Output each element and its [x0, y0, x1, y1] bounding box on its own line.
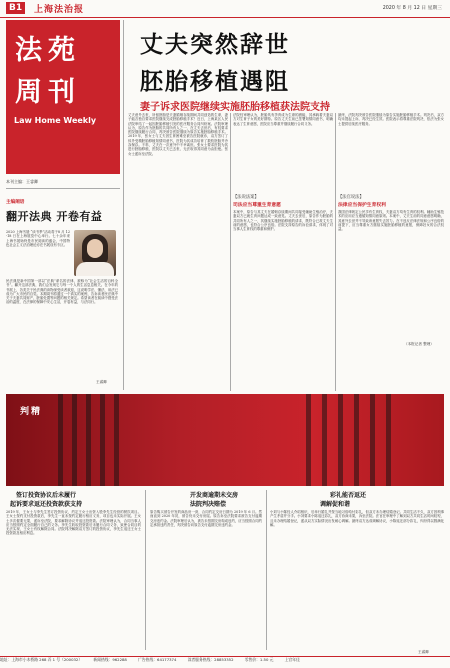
article2-subheadline: 法院判决赔偿	[190, 501, 227, 508]
column-divider	[123, 20, 124, 390]
article3-headline: 彩礼能否返还	[330, 492, 367, 499]
feature-banner-image	[6, 394, 444, 486]
host-note-text-b: 民法典是新中国第一部以“法典”命名的法律，被称为“社会生活的百科全书”。翻开这部法典，我们会发现它与每一个人的生活息息相关。在今年的书展上，各类关于民法典的读物深受读者欢迎，这说明学法、懂法、用法已成为广大市民的自觉。本期周刊将通过一个真实的案例，告诉读者民法典中关于夫妻共同财产、胚胎处置等问题的相关规定。希望读者在阅读中感受法治的温度，在法律的保障中安心生活，开卷有益，与法同行。	[6, 279, 118, 305]
host-note-text-a: 2020 上海书展·“读书季”活动将于8 月 12-18 日在上海展览中心举行。七十余年来上海书展始终是市民阅读的盛会，中国特色社会主义法治理论亦在书展设有专区。	[6, 230, 70, 247]
footer-address: 地址：上海市小木桥路 268 弄 1 号（200032）	[0, 657, 83, 662]
photo-face	[87, 239, 103, 258]
section-title-line1: 法苑	[15, 35, 81, 66]
judge-commentary-title: 法律应当保护生育权利	[338, 202, 386, 208]
host-note-label: 主编阐语	[6, 200, 25, 205]
host-note-signature: 王睿卿	[96, 380, 107, 384]
editor-photo	[74, 230, 116, 276]
commentary-text: 本案中，原告与其丈夫在婚姻存续期间共同接受辅助生殖治疗，夫妻双方已就生育问题达成一致意见。丈夫去世后，原告作为胚胎的共同所有人之一，其继续实施胚胎移植的请求，既符合已故丈夫生前的意愿，也符合公序良俗。法院支持原告的诉讼请求，体现了对当事人生育权的尊重和保护。	[233, 210, 333, 232]
main-headline-line2: 胚胎移植遇阻	[140, 68, 290, 95]
article1-subheadline: 起诉要求返还投资款获支持	[10, 501, 83, 508]
article1-headline: 签订投资协议后未履行	[16, 492, 77, 499]
footer-ad-tel: 广告热线：64177374	[138, 657, 177, 662]
footer-price: 零售价：1.50 元	[244, 657, 274, 662]
feature-banner-tag: 判精	[20, 407, 43, 417]
article3-subheadline: 调解促和谐	[320, 501, 351, 508]
main-subheadline: 妻子诉求医院继续实施胚胎移植获法院支持	[140, 102, 330, 113]
column-divider	[266, 490, 267, 650]
main-headline-line1: 丈夫突然辞世	[140, 31, 290, 58]
judge-commentary-signature: （本报记者 整理）	[404, 342, 434, 346]
footer-editor: 上官年佳	[284, 657, 300, 662]
column-divider	[335, 113, 336, 391]
host-note-headline: 翻开法典 开卷有益	[6, 210, 103, 223]
footer-news-tel: 新闻热线：962288	[93, 657, 127, 662]
footer-reader-tel: 读者服务热线：28853352	[187, 657, 234, 662]
article3-body: 小刘与小陈经人介绍相识，后举行婚礼并按当地习俗给付彩礼，但双方未办理结婚登记。共同生活不久，双方因琐事产生矛盾并分手。小刘要求小陈返还彩礼，双方协商未果，诉至法院。法官在审理中了解到双方共同生活时间较短，且未办理结婚登记，遂从双方实际情况出发耐心调解。最终双方达成调解协议，小陈返还部分彩礼，纠纷得以圆满化解。	[270, 510, 444, 527]
column-divider	[230, 113, 231, 391]
column-divider	[145, 490, 146, 650]
section-title-english: Law Home Weekly	[14, 116, 97, 125]
judge-commentary-label: 【法官说法】	[338, 195, 364, 200]
section-title-block	[6, 20, 120, 174]
issue-date: 2020 年 8 月 12 日 星期三	[382, 6, 442, 11]
main-story-column3: 最终，法院判决被告医院继续为原告实施胚胎移植手术。判决后，双方均未提起上诉，判决已经生效。医院表示将尊重法院判决，依法为张女士提供后续医疗服务。	[338, 113, 444, 126]
judge-commentary-text: 我国法律规定公民享有生育权，夫妻双方均有生育的权利。辅助生殖技术的应用应当遵循知情同意原则。本案中，丈夫生前的同意意愿明确，其意外去世并不导致该意愿失去效力。在不违反法律法规和公序良俗的前提下，应当尊重女方继续实施胚胎移植的意愿，保障妇女的合法权益。	[338, 210, 444, 232]
commentary-title: 司法应当尊重生育意愿	[233, 202, 281, 208]
commentary-label: 【法说法案】	[233, 195, 259, 200]
section-title-line2: 周刊	[15, 77, 81, 108]
page-header	[0, 0, 450, 18]
section-editor: 本刊主编：王睿卿	[6, 177, 120, 189]
page-number: B1	[6, 2, 25, 14]
article1-body: 2019 年，王女士与李先生签订投资协议，约定王女士出资入股李先生经营的餐饮项目。王女士按约支付投资款后，李先生一直未按约定履行相应义务，项目也未实际开展。王女士多次催要无果，遂诉至法院，要求解除协议并返还投资款。法院审理认为，合同当事人应当按照约定全面履行自己的义务。李先生收取投资款后未履行合同义务，致使合同目的无法实现，王女士有权解除合同。法院判决解除双方签订的投资协议，李先生返还王女士投资款及相应利息。	[6, 510, 141, 536]
main-story-column1: 丈夫意外去世，所留胚胎是夫妻婚姻存续期间共同创造的生命，妻子能否独自要求医院继续完成胚胎移植手术？近日，上海某区人民法院审结了一起因胚胎移植引发的医疗服务合同纠纷案。法院审理认为，原告作为胚胎的共同所有人之一，在丈夫去世后，有权要求医院继续履行合同，判决被告医院继续为原告实施胚胎移植手术。2019 年，张女士与丈夫因生育困难至被告医院就诊，双方签订了体外受精胚胎移植知情同意书，医院为其成功培育了数枚胚胎并冷冻保存。不料，丈夫在一次意外中不幸离世。张女士要求医院为其进行胚胎移植，医院以丈夫已去世、无法取得其同意为由拒绝。张女士遂诉至法院。	[128, 113, 228, 156]
photo-shoulder	[76, 262, 114, 276]
page-footer	[0, 656, 450, 667]
masthead: 上海法治报	[34, 5, 85, 15]
main-story-column2: 法院经审理认为，胚胎具有孕育成为生命的潜能，其承载着夫妻双方对生育子女的美好期待。原告丈夫生前已签署知情同意书，明确表达了生育意愿，医院应当尊重并继续履行合同义务。	[233, 113, 333, 126]
article2-body: 原告购买被告开发的商品房一套，合同约定交房日期为 2019 年 6 月。然而直到 2020 年初，被告仍未交付房屋。原告诉至法院要求被告支付逾期交房违约金。法院审理后认为，被告未按期交房构成违约，应当按照合同约定承担违约责任，判决被告向原告支付逾期交房违约金。	[150, 510, 262, 527]
article3-signature: 王睿卿	[418, 650, 429, 654]
article2-headline: 开发商逾期未交房	[190, 492, 239, 499]
